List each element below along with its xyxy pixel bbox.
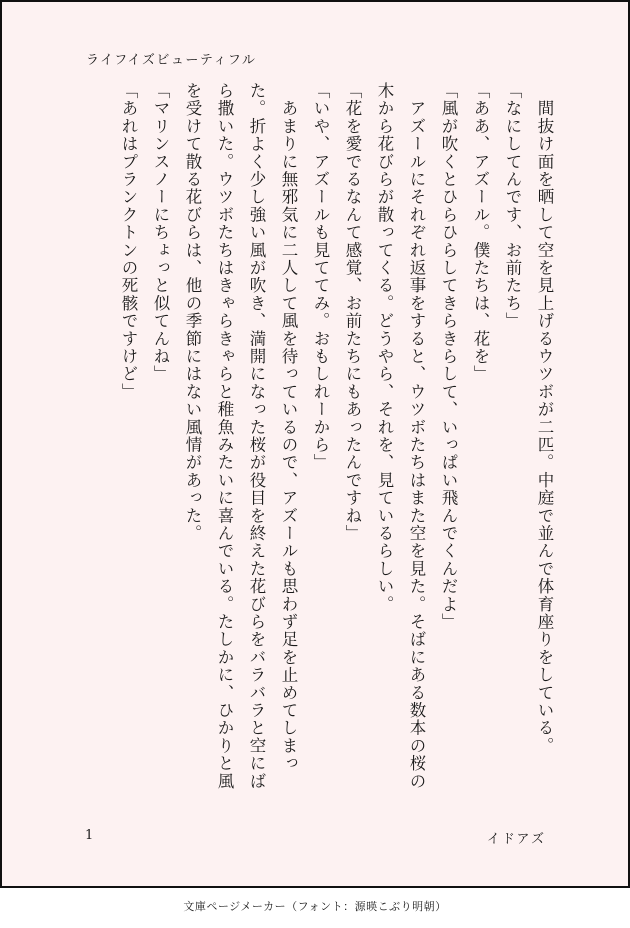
- paragraph: 「ああ、アズール。僕たちは、花を」: [471, 82, 490, 383]
- paragraph: あまりに無邪気に二人して風を待っているので、アズールも思わず足を止めてしまった。折よく少し強い風が吹き、満開になった桜が役目を終えた花びらをバラバラと空にばら撒いた。ウツボたちはきゃらきゃらと稚魚みたいに喜んでいる。たしかに、ひかりと風を受けて散る花びらは、他の季節にはない風情があった。: [183, 82, 298, 790]
- paragraph: 「風が吹くとひらひらしてきらきらして、いっぱい飛んでくんだよ」: [439, 82, 458, 631]
- footer-credit: 文庫ページメーカー（フォント：源暎こぶり明朝）: [183, 900, 447, 913]
- paragraph: 「あれはプランクトンの死骸ですけど」: [119, 82, 138, 401]
- paragraph: 「なにしてんです、お前たち」: [503, 82, 522, 330]
- paragraph: 「花を愛でるなんて感覚、お前たちにもあったんですね」: [343, 82, 362, 543]
- paragraph: アズールにそれぞれ返事をすると、ウツボたちはまた空を見た。そばにある数本の桜の木から花びらが散ってくる。どうやら、それを、見ているらしい。: [375, 82, 426, 790]
- vertical-body-text: [112, 82, 560, 806]
- page-number: 1: [85, 828, 94, 843]
- paragraph: 「いや、アズールも見ててみ。おもしれーから」: [311, 82, 330, 472]
- author-name: イドアズ: [486, 832, 546, 847]
- paragraph: 間抜け面を晒して空を見上げるウツボが二匹。中庭で並んで体育座りをしている。: [535, 82, 554, 755]
- paragraph: 「マリンスノーにちょっと似てんね」: [151, 82, 170, 383]
- running-title: ライフイズビューティフル: [86, 53, 257, 68]
